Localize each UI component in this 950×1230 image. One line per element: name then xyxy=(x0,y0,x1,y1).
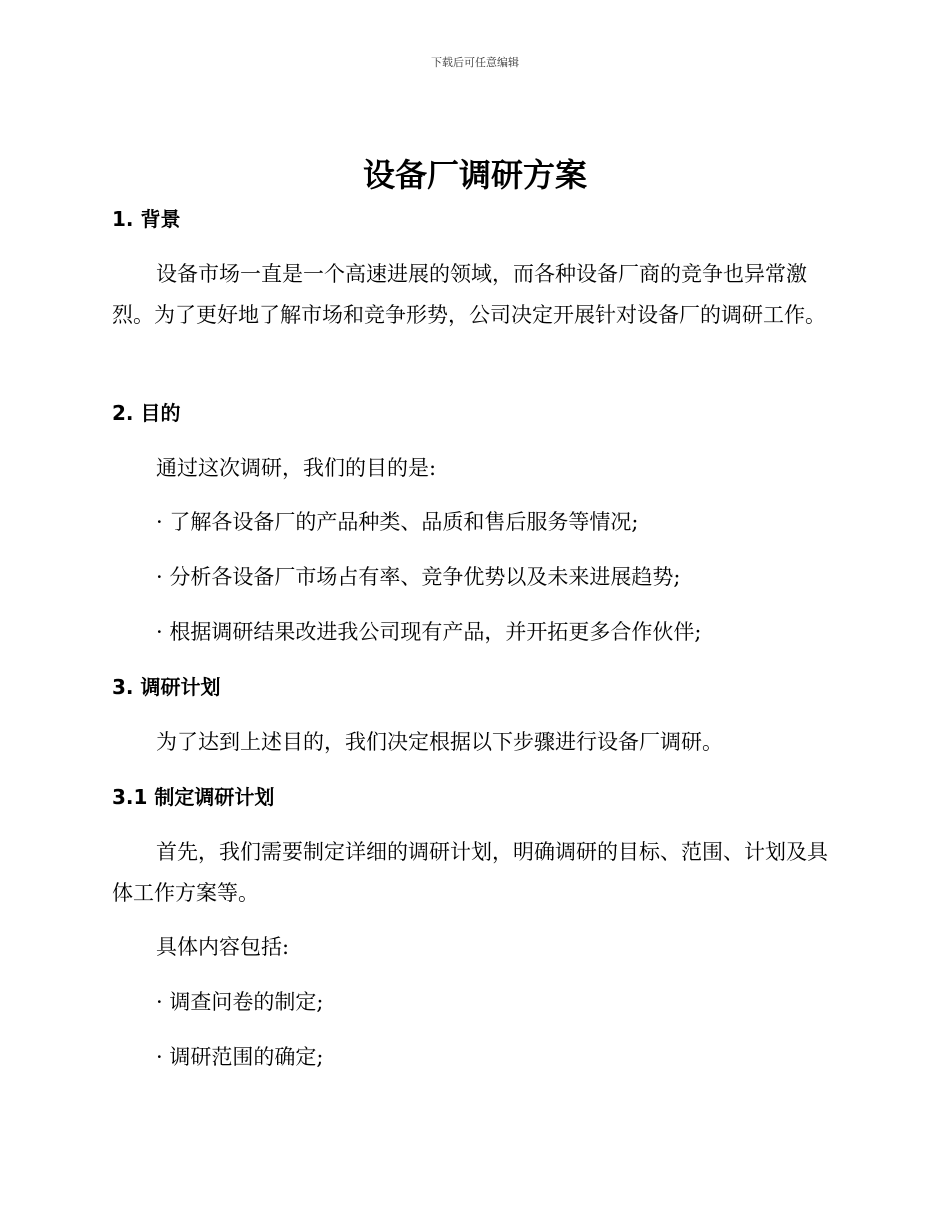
section-2-intro: 通过这次调研，我们的目的是: xyxy=(156,456,437,480)
subsection-3-1-heading: 3.1 制定调研计划 xyxy=(112,785,275,809)
subsection-3-1-bullet-1: · 调查问卷的制定; xyxy=(156,990,324,1014)
section-2-heading: 2. 目的 xyxy=(112,401,181,425)
section-3-intro: 为了达到上述目的，我们决定根据以下步骤进行设备厂调研。 xyxy=(156,730,723,754)
page-header-note: 下载后可任意编辑 xyxy=(431,56,519,69)
section-1-paragraph: 设备市场一直是一个高速进展的领域，而各种设备厂商的竞争也异常激烈。为了更好地了解市场和竞争形势，公司决定开展针对设备厂的调研工作。 xyxy=(112,262,826,327)
subsection-3-1-paragraph: 首先，我们需要制定详细的调研计划，明确调研的目标、范围、计划及具体工作方案等。 xyxy=(112,840,828,905)
subsection-3-1-intro: 具体内容包括: xyxy=(156,935,290,959)
section-2-bullet-3: · 根据调研结果改进我公司现有产品，并开拓更多合作伙伴; xyxy=(156,620,702,644)
section-2-bullet-1: · 了解各设备厂的产品种类、品质和售后服务等情况; xyxy=(156,510,639,534)
subsection-3-1-bullet-2: · 调研范围的确定; xyxy=(156,1045,324,1069)
section-3-heading: 3. 调研计划 xyxy=(112,675,221,699)
section-1-heading: 1. 背景 xyxy=(112,207,181,231)
document-title: 设备厂调研方案 xyxy=(362,156,587,194)
section-2-bullet-2: · 分析各设备厂市场占有率、竞争优势以及未来进展趋势; xyxy=(156,565,681,589)
